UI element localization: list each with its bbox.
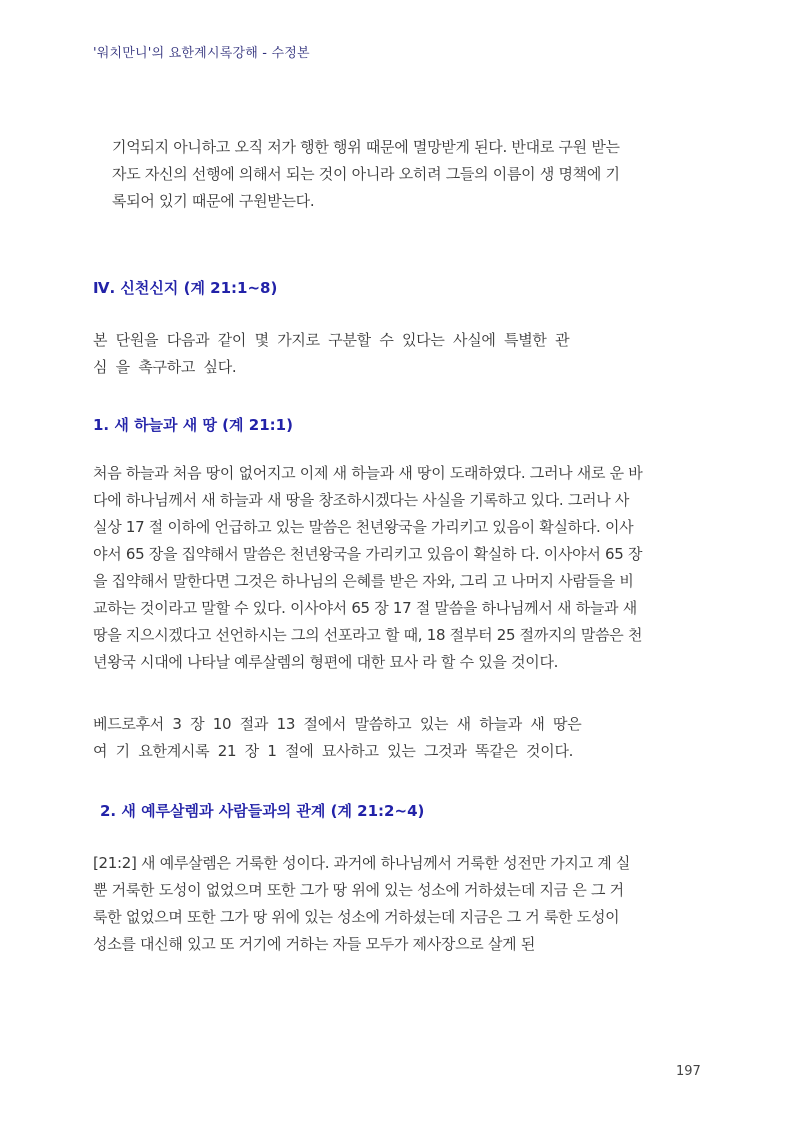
text-line: 처음 하늘과 처음 땅이 없어지고 이제 새 하늘과 새 땅이 도래하였다. 그러나 새로 운 바 (93, 464, 643, 482)
subsection-1-paragraph-2 (93, 711, 713, 765)
text-line: 심 을 촉구하고 싶다. (93, 358, 237, 376)
text-line: 실상 17 절 이하에 언급하고 있는 말씀은 천년왕국을 가리키고 있음이 확실하다. 이사 (93, 518, 634, 536)
text-line: 뿐 거룩한 도성이 없었으며 또한 그가 땅 위에 있는 성소에 거하셨는데 지금 은 그 거 (93, 881, 624, 899)
text-line: 을 집약해서 말한다면 그것은 하나님의 은혜를 받은 자와, 그리 고 나머지 사람들을 비 (93, 572, 634, 590)
text-line: 베드로후서 3 장 10 절과 13 절에서 말씀하고 있는 새 하늘과 새 땅은 (93, 715, 582, 733)
text-line: 기억되지 아니하고 오직 저가 행한 행위 때문에 멸망받게 된다. 반대로 구원 받는 (112, 138, 620, 156)
text-line: 본 단원을 다음과 같이 몇 가지로 구분할 수 있다는 사실에 특별한 관 (93, 331, 570, 349)
text-line: 룩한 없었으며 또한 그가 땅 위에 있는 성소에 거하셨는데 지금은 그 거 룩한 도성이 (93, 908, 620, 926)
page-number: 197 (676, 1064, 701, 1079)
running-header: '워치만니'의 요한계시록강해 - 수정본 (93, 46, 310, 61)
text-line: 땅을 지으시겠다고 선언하시는 그의 선포라고 할 때, 18 절부터 25 절까지의 말씀은 천 (93, 626, 643, 644)
subsection-1-paragraph-1 (93, 460, 713, 676)
intro-paragraph (112, 134, 712, 215)
section-iv-paragraph (93, 327, 713, 381)
text-line: 성소를 대신해 있고 또 거기에 거하는 자들 모두가 제사장으로 살게 된 (93, 935, 536, 953)
text-line: 다에 하나님께서 새 하늘과 새 땅을 창조하시겠다는 사실을 기록하고 있다. 그러나 사 (93, 491, 630, 509)
text-line: 자도 자신의 선행에 의해서 되는 것이 아니라 오히려 그들의 이름이 생 명책에 기 (112, 165, 620, 183)
subsection-heading-2: 2. 새 예루살렘과 사람들과의 관계 (계 21:2~4) (100, 802, 425, 820)
text-line: 야서 65 장을 집약해서 말씀은 천년왕국을 가리키고 있음이 확실하 다. 이사야서 65 장 (93, 545, 643, 563)
text-line: 록되어 있기 때문에 구원받는다. (112, 192, 315, 210)
text-line: 여 기 요한계시록 21 장 1 절에 묘사하고 있는 그것과 똑같은 것이다. (93, 742, 574, 760)
subsection-2-paragraph (93, 850, 713, 958)
section-heading-iv: Ⅳ. 신천신지 (계 21:1~8) (93, 279, 278, 297)
text-line: [21:2] 새 예루살렘은 거룩한 성이다. 과거에 하나님께서 거룩한 성전만 가지고 계 실 (93, 854, 631, 872)
subsection-heading-1: 1. 새 하늘과 새 땅 (계 21:1) (93, 416, 293, 434)
text-line: 년왕국 시대에 나타날 예루살렘의 형편에 대한 묘사 라 할 수 있을 것이다. (93, 653, 559, 671)
text-line: 교하는 것이라고 말할 수 있다. 이사야서 65 장 17 절 말씀을 하나님께서 새 하늘과 새 (93, 599, 637, 617)
